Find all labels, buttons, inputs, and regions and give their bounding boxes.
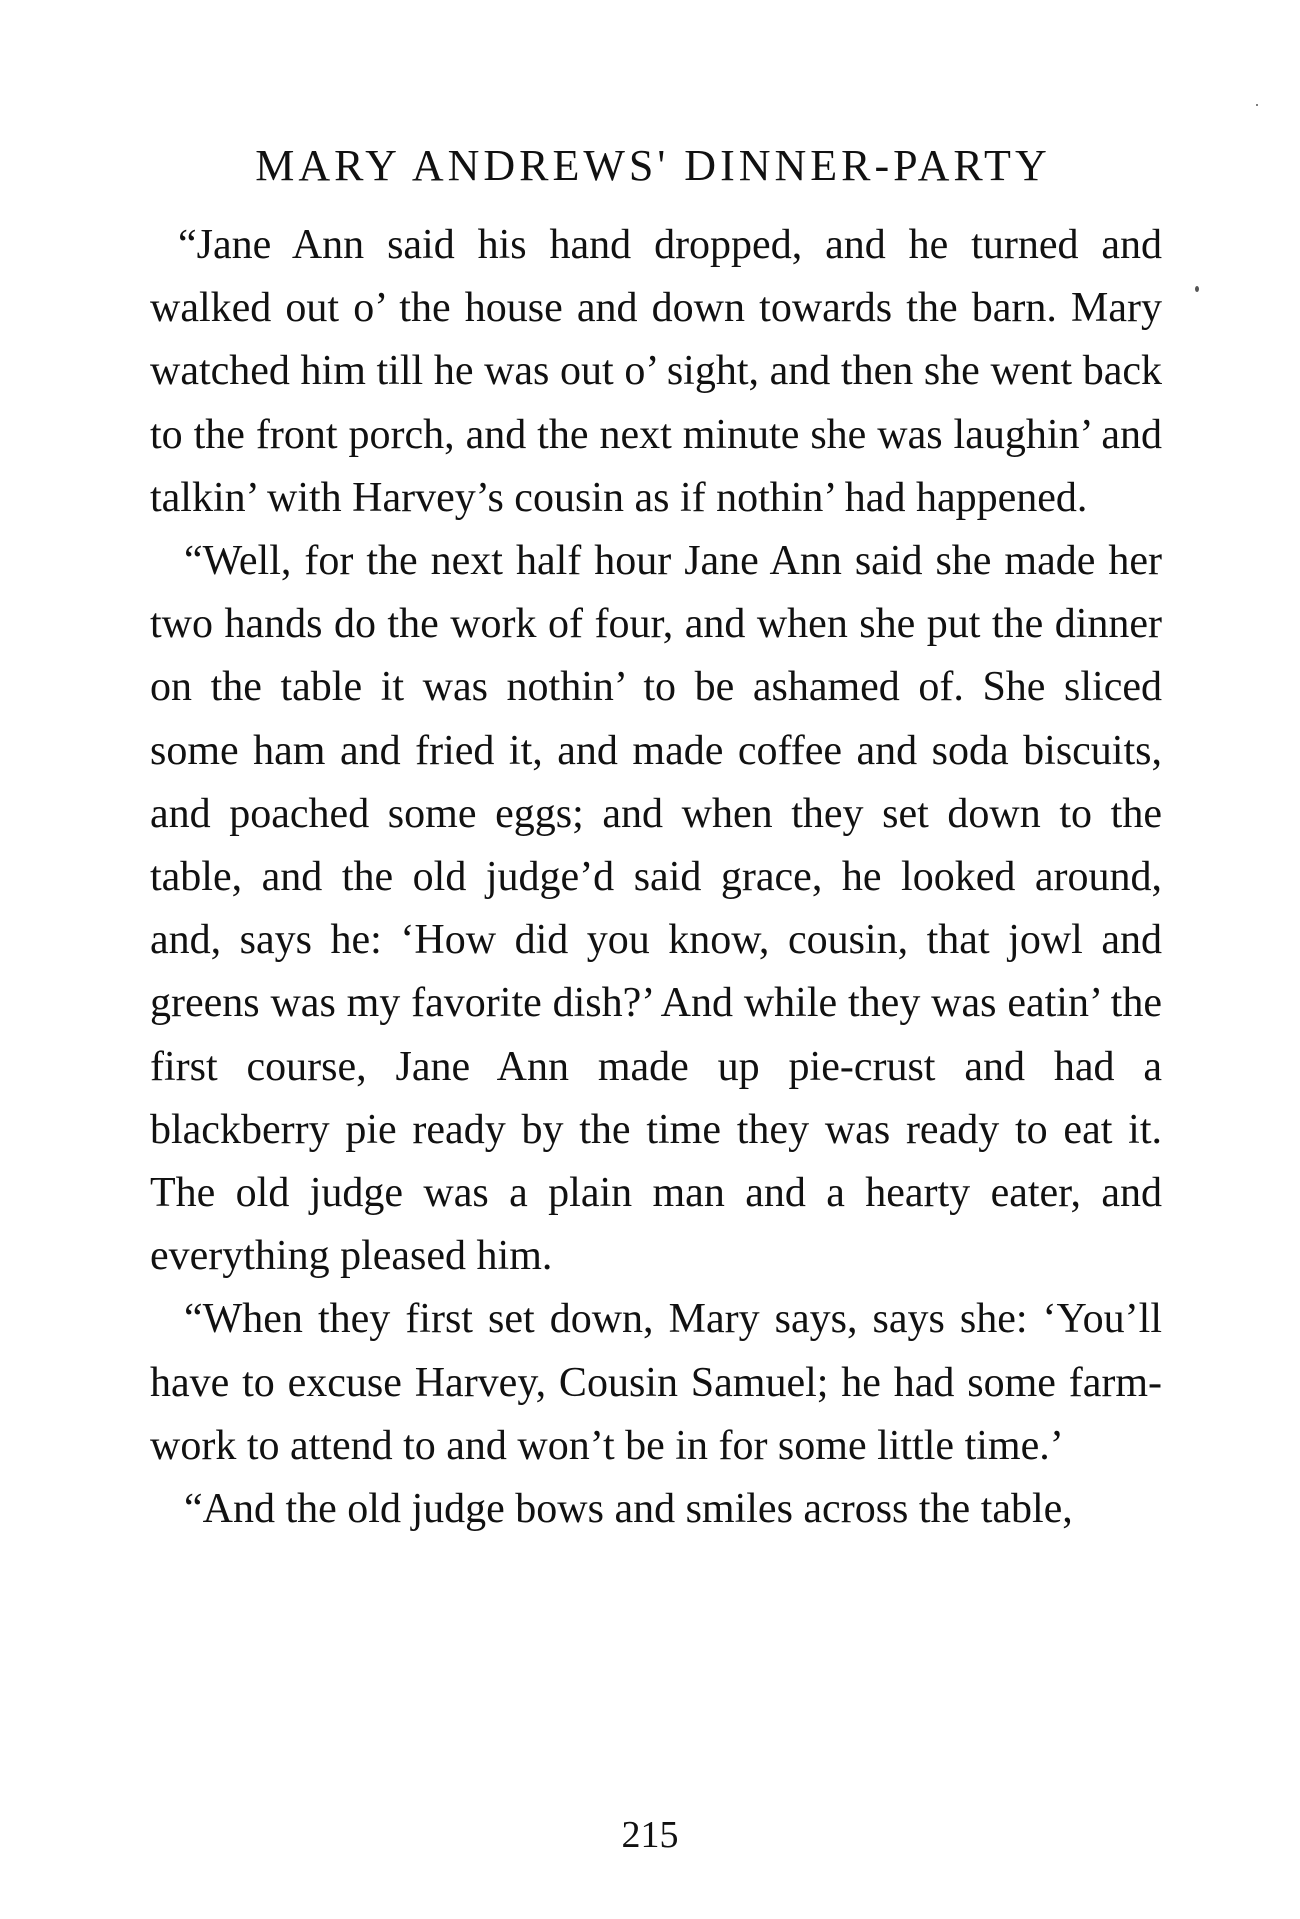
paragraph: “And the old judge bows and smiles across the table,	[184, 1486, 1073, 1533]
page-number: 215	[621, 1814, 679, 1856]
print-speck	[1195, 286, 1199, 292]
body-text	[150, 214, 1162, 1541]
running-head-title: MARY ANDREWS' DINNER-PARTY	[255, 141, 1051, 190]
paragraph: “Well, for the next half hour Jane Ann said she made her two hands do the work of four, and when she put the dinner on the table it was nothin’ to be ashamed of. She sliced some ham and fried it, and made coffee and soda biscuits, and poached some eggs; and when they set down to the table, and the old judge’d said grace, he looked around, and, says he: ‘How did you know, cousin, that jowl and greens was my favorite dish?’ And while they was eatin’ the first course, Jane Ann made up pie-crust and had a blackberry pie ready by the time they was ready to eat it. The old judge was a plain man and a hearty eater, and everything pleased him.	[150, 538, 1162, 1280]
print-speck	[1256, 104, 1258, 106]
paragraph: “When they first set down, Mary says, says she: ‘You’ll have to excuse Harvey, Cousin Samuel; he had some farm-work to attend to and won’t be in for some little time.’	[150, 1296, 1162, 1469]
paragraph: “Jane Ann said his hand dropped, and he turned and walked out o’ the house and down towards the barn. Mary watched him till he was out o’ sight, and then she went back to the front porch, and the next minute she was laughin’ and talkin’ with Harvey’s cousin as if nothin’ had happened.	[150, 222, 1162, 521]
